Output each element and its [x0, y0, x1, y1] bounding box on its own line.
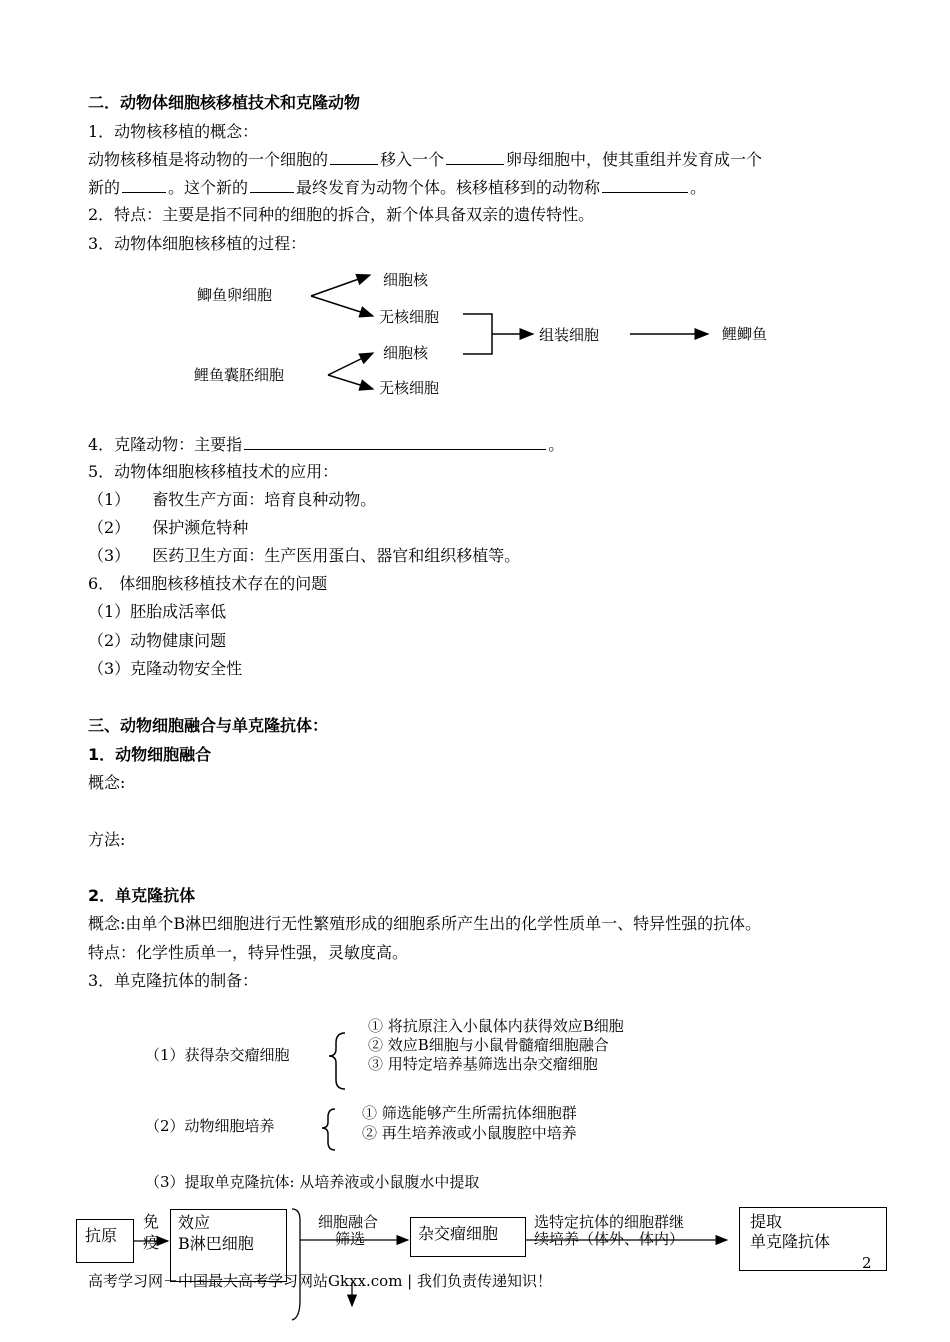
antibody-concept: 概念:由单个B淋巴细胞进行无性繁殖形成的细胞系所产生出的化学性质单一、特异性强的抗体。 [88, 914, 762, 933]
embryo-cell-label: 鲤鱼囊胚细胞 [194, 366, 285, 384]
app-text: 保护濒危特种 [152, 518, 249, 537]
item-6-heading: 6． 体细胞核移植技术存在的问题 [88, 574, 328, 593]
antigen-label: 抗原 [85, 1226, 118, 1245]
prep-step-2b: ② 再生培养液或小鼠腹腔中培养 [362, 1124, 577, 1142]
hybridoma-label: 杂交瘤细胞 [418, 1224, 499, 1243]
def-text-e: 。这个新的 [168, 178, 249, 197]
problem-1: （1）胚胎成活率低 [88, 602, 227, 621]
immune-label-1: 免 [143, 1212, 160, 1231]
screen-label: 筛选 [335, 1230, 366, 1248]
result-fish-label: 鲤鲫鱼 [722, 325, 768, 343]
antibody-feature: 特点：化学性质单一，特异性强，灵敏度高。 [88, 943, 409, 962]
extract-label-1: 提取 [750, 1212, 783, 1231]
app-text: 畜牧生产方面：培育良种动物。 [152, 490, 377, 509]
prep-step-2: （2）动物细胞培养 [145, 1117, 275, 1135]
subsection-2-title: 2．单克隆抗体 [88, 886, 196, 905]
select-label-2: 续培养（体外、体内） [534, 1230, 685, 1248]
embryo-enucleated-label: 无核细胞 [379, 379, 440, 397]
concept-label: 概念: [88, 773, 126, 792]
page-number: 2 [862, 1254, 872, 1272]
effector-label-1: 效应 [178, 1213, 211, 1232]
section-2-title: 二．动物体细胞核移植技术和克隆动物 [88, 93, 361, 112]
fusion-label: 细胞融合 [318, 1213, 379, 1231]
item-3-heading: 3．动物体细胞核移植的过程： [88, 234, 307, 253]
item-1-heading: 1．动物核移植的概念： [88, 122, 259, 141]
prep-step-2a: ① 筛选能够产生所需抗体细胞群 [362, 1104, 577, 1122]
prep-step-1: （1）获得杂交瘤细胞 [145, 1046, 290, 1064]
def-text-g: 。 [690, 178, 707, 197]
app-text: 医药卫生方面：生产医用蛋白、器官和组织移植等。 [152, 546, 521, 565]
extract-label-2: 单克隆抗体 [750, 1232, 831, 1251]
item-4-text: 4．克隆动物：主要指 [88, 435, 243, 454]
def-text-b: 移入一个 [380, 150, 445, 169]
egg-nucleus-label: 细胞核 [383, 271, 429, 289]
def-text-d: 新的 [88, 178, 121, 197]
problem-3: （3）克隆动物安全性 [88, 659, 243, 678]
embryo-nucleus-label: 细胞核 [383, 344, 429, 362]
egg-cell-label: 鲫鱼卵细胞 [197, 286, 273, 304]
effector-label-2: B淋巴细胞 [178, 1234, 254, 1253]
flow-brace [292, 1209, 300, 1320]
prep-step-3: （3）提取单克隆抗体: 从培养液或小鼠腹水中提取 [145, 1173, 480, 1191]
item-2-feature: 2．特点：主要是指不同种的细胞的拆合，新个体具备双亲的遗传特性。 [88, 205, 595, 224]
method-label: 方法: [88, 830, 126, 849]
prep-step-1c: ③ 用特定培养基筛选出杂交瘤细胞 [368, 1055, 598, 1073]
app-number: （3） [88, 546, 131, 565]
assembled-cell-label: 组装细胞 [539, 326, 600, 344]
egg-enucleated-label: 无核细胞 [379, 308, 440, 326]
footer-text: 高考学习网－中国最大高考学习网站Gkxx.com | 我们负责传递知识！ [88, 1272, 553, 1290]
def-text-a: 动物核移植是将动物的一个细胞的 [88, 150, 329, 169]
app-number: （2） [88, 518, 131, 537]
immune-label-2: 疫 [143, 1233, 160, 1252]
item-4-end: 。 [548, 435, 565, 454]
section-3-title: 三、动物细胞融合与单克隆抗体： [88, 716, 329, 735]
subsection-1-title: 1．动物细胞融合 [88, 745, 212, 764]
preparation-heading: 3．单克隆抗体的制备： [88, 971, 259, 990]
problem-2: （2）动物健康问题 [88, 631, 227, 650]
def-text-c: 卵母细胞中，使其重组并发育成一个 [506, 150, 763, 169]
select-label-1: 选特定抗体的细胞群继 [534, 1213, 685, 1231]
item-5-heading: 5．动物体细胞核移植技术的应用： [88, 462, 339, 481]
prep-step-1b: ② 效应B细胞与小鼠骨髓瘤细胞融合 [368, 1036, 609, 1054]
prep-step-1a: ① 将抗原注入小鼠体内获得效应B细胞 [368, 1017, 624, 1035]
app-number: （1） [88, 490, 131, 509]
def-text-f: 最终发育为动物个体。核移植移到的动物称 [296, 178, 601, 197]
